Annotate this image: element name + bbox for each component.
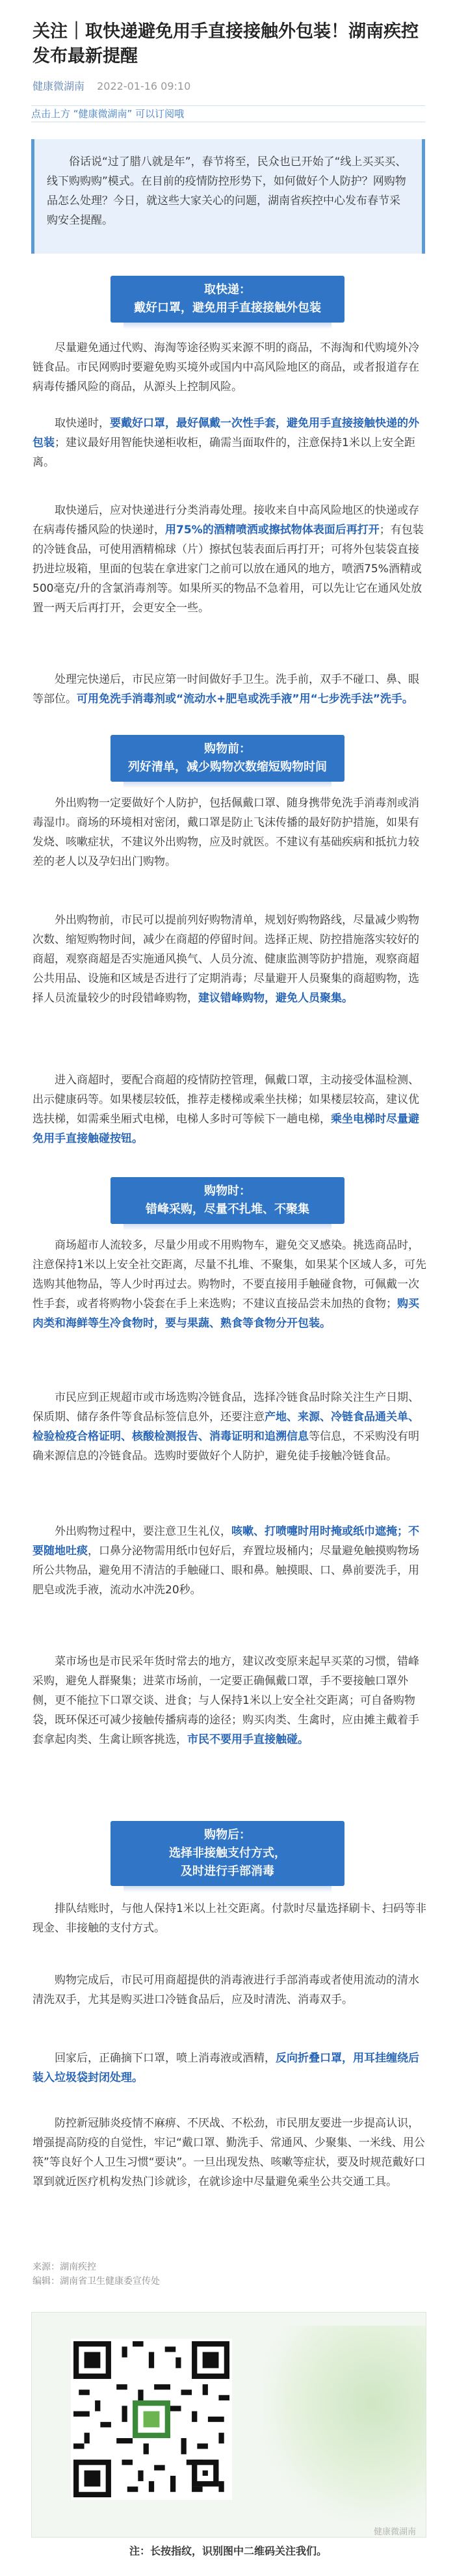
section-heading-pickup (110, 276, 344, 329)
section-heading-box: 取快递： 戴好口罩，避免用手直接接触外包装 (110, 276, 344, 323)
leaf-decoration (263, 2326, 426, 2521)
account-name-link[interactable]: 健康微湖南 (32, 80, 85, 92)
section-heading-after-shopping (110, 1821, 344, 1892)
highlight-text: 市民不要用手直接触碰。 (187, 1733, 309, 1746)
qr-promo-image (31, 2312, 426, 2538)
qr-code-icon[interactable] (71, 2339, 232, 2500)
editor-line: 编辑：湖南省卫生健康委宣传处 (32, 2276, 160, 2287)
intro-text: 俗话说“过了腊八就是年”，春节将至，民众也已开始了“线上买买买、线下购购购”模式。在目前的疫情防控形势下，如何做好个人防护？网购物品怎么处理？今日，就这些大家关心的问题，湖南省疾控中心发布春节采购安全提醒。 (47, 155, 407, 227)
paragraph: 取快递时，要戴好口罩，最好佩戴一次性手套，避免用手直接接触快递的外包装；建议最好用智能快递柜收柜，确需当面取件的，注意保持1米以上安全距离。 (32, 417, 419, 469)
intro-box (31, 139, 425, 254)
paragraph: 外出购物一定要做好个人防护，包括佩戴口罩、随身携带免洗手消毒剂或消毒湿巾。商场的环境相对密闭，戴口罩是防止飞沫传播的最好防护措施，如果有发烧、咳嗽症状，不建议外出购物，应及时就医。不建议有基础疾病和抵抗力较差的老人以及孕妇出门购物。 (32, 797, 419, 868)
section-heading-shadow (124, 782, 332, 788)
watermark: 健康微湖南 (373, 2527, 416, 2537)
paragraph: 处理完快递后，市民应第一时间做好手卫生。洗手前，双手不碰口、鼻、眼等部位。可用免洗手消毒剂或“流动水+肥皂或洗手液”用“七步洗手法”洗手。 (32, 673, 419, 706)
paragraph: 市民应到正规超市或市场选购冷链食品，选择冷链食品时除关注生产日期、保质期、储存条件等食品标签信息外，还要注意产地、来源、冷链食品通关单、检验检疫合格证明、核酸检测报告、消毒证明和追溯信息等信息，不采购没有明确来源信息的冷链食品。选购时要做好个人防护，避免徒手接触冷链食品。 (32, 1391, 419, 1463)
section-heading-box: 购物时： 错峰采购，尽量不扎堆、不聚集 (110, 1177, 344, 1224)
section-heading-shadow (124, 323, 332, 329)
highlight-text: 产地、来源、冷链食品通关单、检验检疫合格证明、核酸检测报告、消毒证明和追溯信息 (32, 1411, 419, 1443)
paragraph: 排队结账时，与他人保持1米以上社交距离。付款时尽量选择刷卡、扫码等非现金、非接触的支付方式。 (32, 1902, 426, 1935)
paragraph: 回家后，正确摘下口罩，喷上消毒液或酒精，反向折叠口罩，用耳挂缠绕后装入垃圾袋封闭处理。 (32, 2052, 419, 2084)
paragraph: 商场超市人流较多，尽量少用或不用购物车，避免交叉感染。挑选商品时，注意保持1米以上安全社交距离，尽量不扎堆、不聚集，如果某个区域人多，可先选购其他物品，等人少时再过去。购物时，不要直接用手触碰食物，可佩戴一次性手套，或者将购物小袋套在手上来选购；不建议直接品尝未加热的食物；购买肉类和海鲜等生冷食物时，要与果蔬、熟食等食物分开包装。 (32, 1239, 426, 1330)
paragraph: 外出购物过程中，要注意卫生礼仪，咳嗽、打喷嚏时用时掩或纸巾遮掩；不要随地吐痰，口鼻分泌物需用纸巾包好后，弃置垃圾桶内；尽量避免触摸购物场所公共物品，避免用不清洁的手触碰口、眼和鼻。触摸眼、口、鼻前要洗手，用肥皂或洗手液，流动水冲洗20秒。 (32, 1525, 419, 1597)
article-title: 关注｜取快递避免用手直接接触外包装！湖南疾控发布最新提醒 (32, 21, 419, 66)
intro-right-bar (422, 139, 425, 254)
paragraph: 取快递后，应对快递进行分类消毒处理。接收来自中高风险地区的快递或存在病毒传播风险的快递时，用75%的酒精喷洒或擦拭物体表面后再打开；有包装的冷链食品，可使用酒精棉球（片）擦拭包装表面后再打开；可将外包装袋直接扔进垃圾箱，里面的包装在拿进家门之前可以放在通风的地方，喷洒75%酒精或500毫克/升的含氯消毒剂等。如果所买的物品不急着用，可以先让它在通风处放置一两天后再打开，会更安全一些。 (32, 504, 424, 615)
paragraph: 菜市场也是市民采年货时常去的地方，建议改变原来起早买菜的习惯，错峰采购，避免人群聚集；进菜市场前，一定要正确佩戴口罩，手不要接触口罩外侧，更不能拉下口罩交谈、进食；与人保持1米以上安全社交距离；可自备购物袋，既环保还可减少接触传播病毒的途径；购买肉类、生禽时，应由摊主戴着手套拿起肉类、生禽让顾客挑选，市民不要用手直接触碰。 (32, 1655, 419, 1746)
highlight-text: 反向折叠口罩，用耳挂缠绕后装入垃圾袋封闭处理。 (32, 2052, 419, 2084)
intro-left-bar (31, 139, 34, 254)
highlight-text: 建议错峰购物，避免人员聚集。 (198, 992, 353, 1005)
section-heading-shadow (124, 1886, 332, 1892)
article-footer (32, 2260, 160, 2289)
highlight-text: 可用免洗手消毒剂或“流动水+肥皂或洗手液”用“七步洗手法”洗手。 (77, 693, 413, 706)
article-meta (32, 78, 190, 93)
publish-time: 2022-01-16 09:10 (97, 80, 191, 92)
paragraph: 进入商超时，要配合商超的疫情防控管理，佩戴口罩，主动接受体温检测、出示健康码等。如果楼层较低，推荐走楼梯或乘坐扶梯；如果楼层较高，建议优选扶梯，如需乘坐厢式电梯，电梯人多时可等候下一趟电梯，乘坐电梯时尽量避免用手直接触碰按钮。 (32, 1074, 419, 1145)
source-line: 来源：湖南疾控 (32, 2262, 96, 2272)
qr-caption: 注：长按指纹，识别图中二维码关注我们。 (129, 2545, 327, 2557)
section-heading-box: 购物前： 列好清单，减少购物次数缩短购物时间 (110, 735, 344, 782)
subscribe-notice[interactable]: 点击上方 “健康微湖南” 可以订阅哦 (31, 105, 425, 122)
paragraph: 防控新冠肺炎疫情不麻痹、不厌战、不松劲，市民朋友要进一步提高认识，增强提高防疫的自觉性，牢记“戴口罩、勤洗手、常通风、少聚集、一米线、用公筷”等良好个人卫生习惯“要诀”。一旦出现发热、咳嗽等症状，要及时规范戴好口罩到就近医疗机构发热门诊就诊，在就诊途中尽量避免乘坐公共交通工具。 (32, 2117, 426, 2188)
section-heading-shadow (124, 1224, 332, 1230)
section-heading-while-shopping (110, 1177, 344, 1230)
highlight-text: 用75%的酒精喷洒或擦拭物体表面后再打开 (165, 524, 380, 537)
paragraph: 购物完成后，市民可用商超提供的消毒液进行手部消毒或者使用流动的清水清洗双手，尤其是购买进口冷链食品后，应及时清洗、消毒双手。 (32, 1974, 419, 2006)
highlight-text: 乘坐电梯时尽量避免用手直接触碰按钮。 (32, 1113, 419, 1145)
paragraph: 外出购物前，市民可以提前列好购物清单，规划好购物路线，尽量减少购物次数、缩短购物时间，减少在商超的停留时间。选择正规、防控措施落实较好的商超，观察商超是否实施通风换气、人员分流、健康监测等防护措施，观察商超公共用品、设施和区域是否进行了定期消毒；尽量避开人员聚集的商超购物，选择人员流量较少的时段错峰购物，建议错峰购物，避免人员聚集。 (32, 914, 419, 1005)
section-heading-before-shopping (110, 735, 344, 788)
section-heading-box: 购物后： 选择非接触支付方式， 及时进行手部消毒 (110, 1821, 344, 1886)
highlight-text: 咳嗽、打喷嚏时用时掩或纸巾遮掩；不要随地吐痰 (32, 1525, 419, 1558)
paragraph: 尽量避免通过代购、海淘等途径购买来源不明的商品，不海淘和代购境外冷链食品。市民网购时要避免购买境外或国内中高风险地区的商品，或者报道存在病毒传播风险的商品，从源头上控制风险。 (32, 341, 419, 393)
highlight-text: 购买肉类和海鲜等生冷食物时，要与果蔬、熟食等食物分开包装。 (32, 1297, 419, 1330)
highlight-text: 要戴好口罩，最好佩戴一次性手套，避免用手直接接触快递的外包装 (32, 417, 419, 449)
